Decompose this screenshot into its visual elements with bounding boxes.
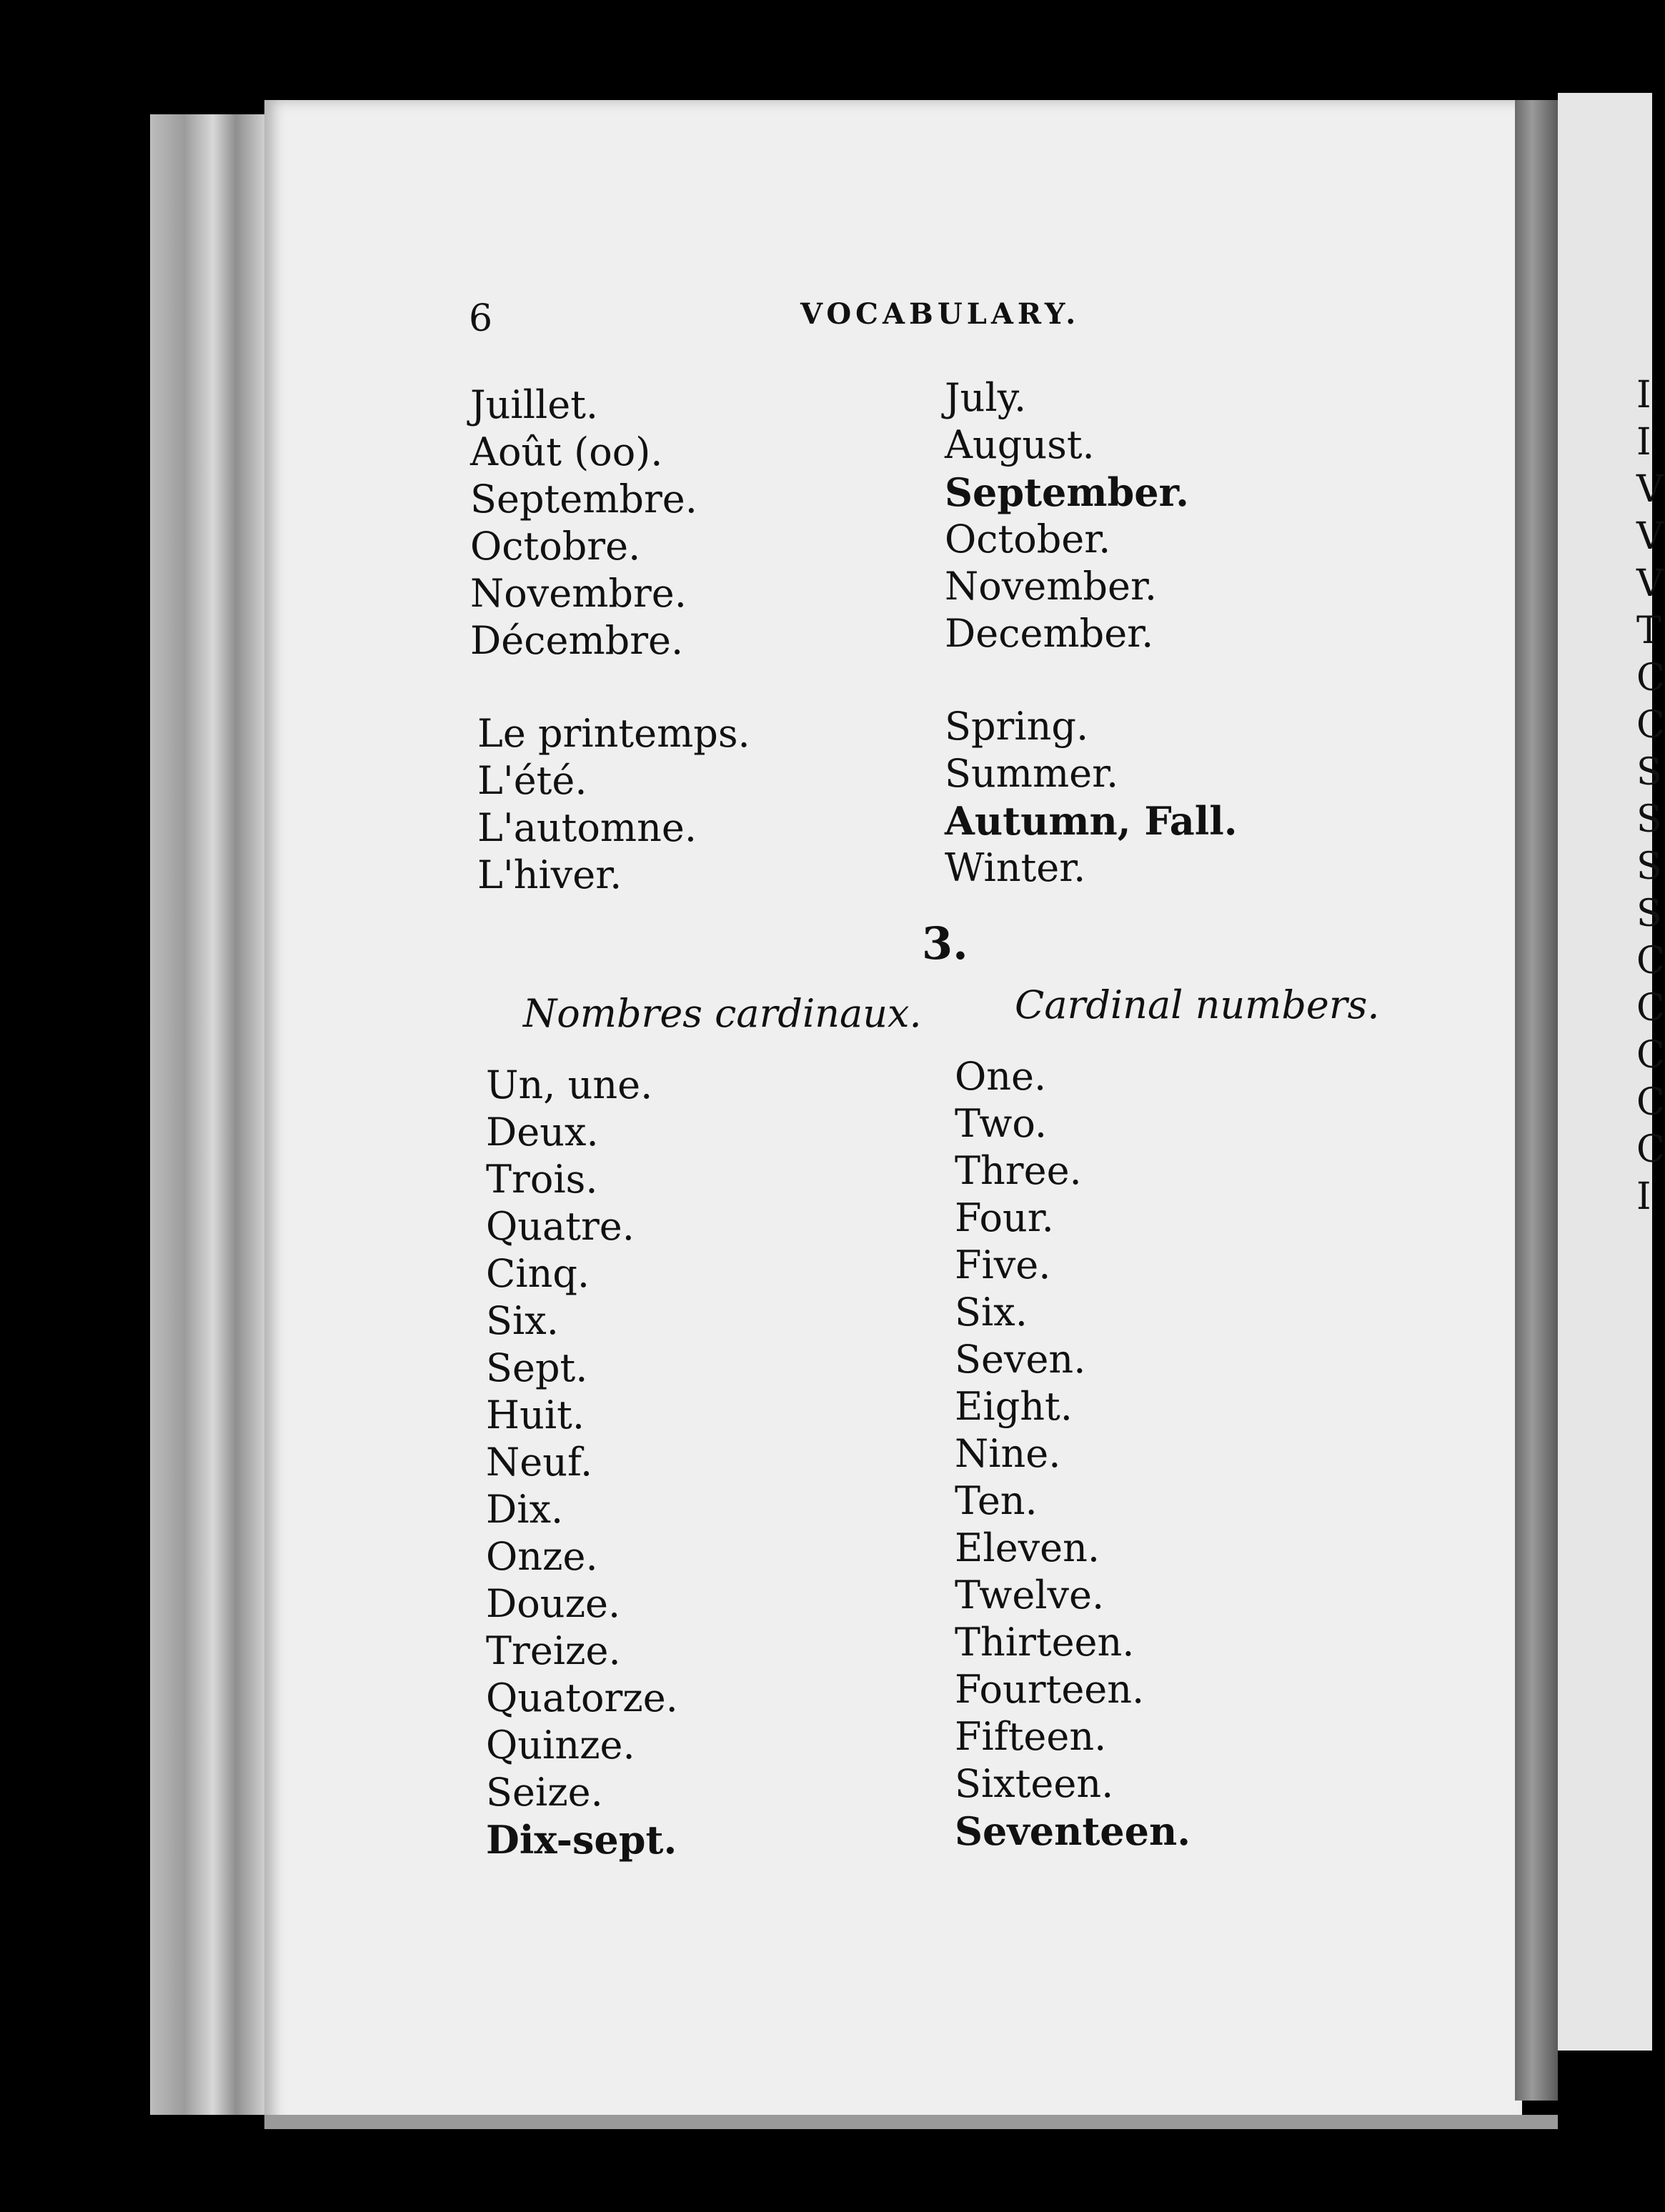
facing-letter: C [1636,987,1665,1030]
facing-letter: I [1636,1175,1651,1218]
english-number: Seven. [955,1337,1086,1382]
french-number: Dix-sept. [486,1817,677,1863]
facing-letter: V [1636,468,1664,511]
facing-letter: V [1636,562,1664,605]
facing-letter: C [1636,1128,1665,1171]
page-bottom-edge [264,2115,1558,2129]
french-month: Octobre. [470,524,641,569]
english-numbers-list [955,1054,1191,1855]
section-number: 3. [922,917,968,970]
english-number: One. [955,1054,1047,1099]
book-edge [150,114,264,2115]
facing-letter: C [1636,704,1665,747]
facing-letter: C [1636,657,1665,699]
english-number: Two. [955,1101,1048,1146]
french-number: Sept. [486,1345,588,1390]
facing-page-letters [1636,372,1665,1220]
french-month: Août (oo). [470,429,663,474]
english-month: August. [945,422,1095,467]
english-number: Five. [955,1242,1051,1287]
french-season: L'automne. [477,805,697,850]
english-month: September. [945,469,1189,515]
french-number: Cinq. [486,1251,590,1296]
french-number: Dix. [486,1487,564,1532]
english-numbers-heading: Cardinal numbers. [1015,982,1380,1027]
book-gutter [1515,100,1558,2101]
english-number: Three. [955,1148,1082,1193]
english-number: Nine. [955,1431,1061,1476]
facing-letter: S [1636,751,1662,794]
facing-letter: C [1636,1081,1665,1124]
english-season: Spring. [945,704,1089,749]
french-season: L'été. [477,758,587,803]
facing-letter: C [1636,940,1665,982]
french-season: Le printemps. [477,711,750,756]
english-season: Summer. [945,751,1119,796]
english-number: Fourteen. [955,1667,1145,1712]
french-number: Neuf. [486,1440,593,1485]
english-number: Ten. [955,1478,1038,1523]
french-number: Treize. [486,1628,621,1673]
english-months-list [945,375,1189,658]
facing-letter: I [1636,374,1651,417]
english-month: October. [945,517,1111,562]
english-number: Seventeen. [955,1808,1191,1854]
french-number: Quatorze. [486,1675,678,1720]
french-month: Novembre. [470,571,687,616]
english-seasons-list [945,704,1238,892]
french-number: Douze. [486,1581,621,1626]
english-number: Four. [955,1195,1054,1240]
french-month: Septembre. [470,477,697,522]
english-number: Fifteen. [955,1714,1107,1759]
french-number: Quinze. [486,1723,635,1768]
french-months-list [470,382,697,665]
facing-letter: S [1636,845,1662,888]
english-month: December. [945,611,1154,656]
english-number: Six. [955,1290,1028,1335]
french-number: Quatre. [486,1204,635,1249]
english-number: Eight. [955,1384,1073,1429]
french-month: Juillet. [470,382,599,427]
running-title: VOCABULARY. [800,297,1080,331]
english-month: November. [945,564,1157,609]
facing-letter: S [1636,798,1662,841]
facing-letter: C [1636,1034,1665,1077]
page-number: 6 [469,297,493,340]
french-numbers-list [486,1062,678,1864]
french-season: L'hiver. [477,852,622,897]
facing-letter: T [1636,609,1661,652]
english-number: Twelve. [955,1573,1105,1618]
english-month: July. [945,375,1027,420]
english-season: Autumn, Fall. [945,798,1238,844]
french-number: Trois. [486,1157,598,1202]
french-seasons-list [477,711,750,900]
facing-letter: S [1636,892,1662,935]
french-number: Six. [486,1298,559,1343]
french-number: Seize. [486,1770,603,1815]
english-number: Sixteen. [955,1761,1114,1806]
facing-letter: I [1636,421,1651,464]
french-number: Onze. [486,1534,598,1579]
french-number: Un, une. [486,1062,653,1107]
french-month: Décembre. [470,618,684,663]
french-number: Huit. [486,1393,585,1438]
facing-letter: V [1636,515,1664,558]
book-page [264,100,1522,2129]
french-number: Deux. [486,1110,599,1155]
french-numbers-heading: Nombres cardinaux. [523,991,922,1036]
english-number: Thirteen. [955,1620,1135,1665]
english-number: Eleven. [955,1525,1100,1570]
english-season: Winter. [945,845,1086,890]
